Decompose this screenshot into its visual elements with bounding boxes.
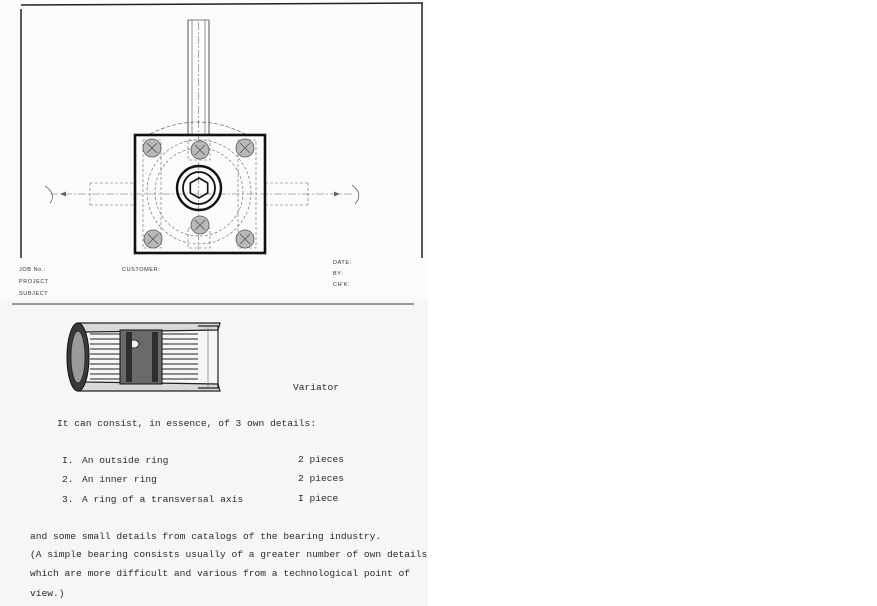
check-label: CH'K: — [333, 282, 351, 288]
intro-text: It can consist, in essence, of 3 own details: — [57, 418, 317, 429]
figure-caption: Variator — [293, 382, 340, 393]
date-label: DATE: — [333, 260, 352, 266]
list-item-number: 3. — [62, 494, 74, 505]
job-number-label: JOB No.: — [19, 267, 47, 273]
subject-label: SUBJECT — [19, 291, 49, 297]
list-item-name: An inner ring — [82, 474, 157, 485]
list-item-name: A ring of a transversal axis — [82, 494, 244, 505]
paragraph-line: view.) — [30, 588, 65, 599]
drawing-sheet — [0, 0, 428, 300]
paragraph-line: which are more difficult and various from a technological point of — [30, 568, 410, 579]
list-item-quantity: 2 pieces — [298, 454, 345, 465]
document-page — [0, 0, 428, 606]
rotation-arcs — [150, 122, 245, 134]
project-label: PROJECT — [19, 279, 49, 285]
paragraph-line: (A simple bearing consists usually of a greater number of own details — [30, 549, 428, 560]
list-item-quantity: I piece — [298, 493, 339, 504]
list-item-name: An outside ring — [82, 455, 169, 466]
drawing-frame — [21, 3, 423, 258]
customer-label: CUSTOMER: — [122, 267, 161, 273]
sheet-divider — [12, 303, 414, 305]
by-label: BY: — [333, 271, 344, 277]
list-item-number: I. — [62, 455, 74, 466]
technical-drawing — [0, 0, 428, 300]
central-hub — [177, 166, 221, 210]
list-item-quantity: 2 pieces — [298, 473, 345, 484]
list-item-number: 2. — [62, 474, 74, 485]
horizontal-axis — [45, 183, 359, 205]
paragraph-line: and some small details from catalogs of the bearing industry. — [30, 531, 382, 542]
bearing-illustration — [58, 318, 228, 398]
